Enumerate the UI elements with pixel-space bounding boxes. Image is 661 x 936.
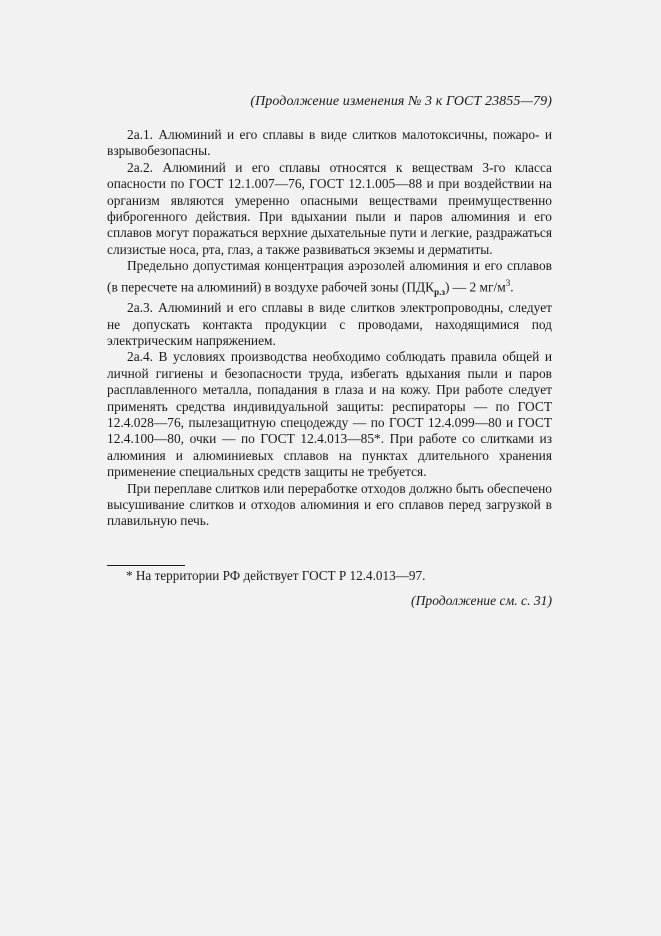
paragraph-pdk (107, 258, 552, 300)
footnote: * На территории РФ действует ГОСТ Р 12.4.013—97. (126, 568, 426, 583)
paragraph-2a2: 2а.2. Алюминий и его сплавы относятся к веществам 3-го класса опасности по ГОСТ 12.1.007—76, ГОСТ 12.1.005—88 и при воздействии на организм являются умеренно опасными веществами преимущественно фиброгенного действия. При вдыхании пыли и паров алюминия и его сплавов могут поражаться верхние дыхательные пути и легкие, раздражаться слизистые носа, рта, глаз, а также развиваться экземы и дерматиты. (107, 159, 552, 257)
continuation-note: (Продолжение см. с. 31) (411, 593, 552, 608)
paragraph-2a4: 2а.4. В условиях производства необходимо соблюдать правила общей и личной гигиены и безопасности труда, избегать вдыхания пыли и паров расплавленного металла, попадания в глаза и на кожу. При работе следует применять средства индивидуальной защиты: респираторы — по ГОСТ 12.4.028—76, пылезащитную спецодежду — по ГОСТ 12.4.099—80 и ГОСТ 12.4.100—80, очки — по ГОСТ 12.4.013—85*. При работе со слитками из алюминия и алюминиевых сплавов на пунктах длительного хранения применение специальных средств защиты не требуется. (107, 349, 552, 480)
paragraph-2a1: 2а.1. Алюминий и его сплавы в виде слитков малотоксичны, пожаро- и взрывобезопасны. (107, 127, 552, 159)
pdk-subscript: р.з (434, 286, 445, 297)
paragraph-2a3: 2а.3. Алюминий и его сплавы в виде слитков электропроводны, следует не допускать контакта продукции с проводами, находящимися под электрическим напряжением. (107, 300, 552, 349)
pdk-superscript: 3 (505, 277, 511, 288)
footnote-divider (107, 565, 185, 566)
pdk-text-middle: ) — 2 мг/м (444, 279, 506, 295)
header-continuation-note: (Продолжение изменения № 3 к ГОСТ 23855—79) (250, 94, 552, 109)
paragraph-remelting: При переплаве слитков или переработке отходов должно быть обеспечено высушивание слитков и отходов алюминия и его сплавов перед загрузкой в плавильную печь. (107, 480, 552, 529)
pdk-text-before: Предельно допустимая концентрация аэрозолей алюминия и его сплавов (в пересчете на алюминий) в воздухе рабочей зоны (ПДК (107, 258, 552, 295)
body-text (107, 127, 552, 530)
pdk-text-after: . (510, 279, 514, 295)
